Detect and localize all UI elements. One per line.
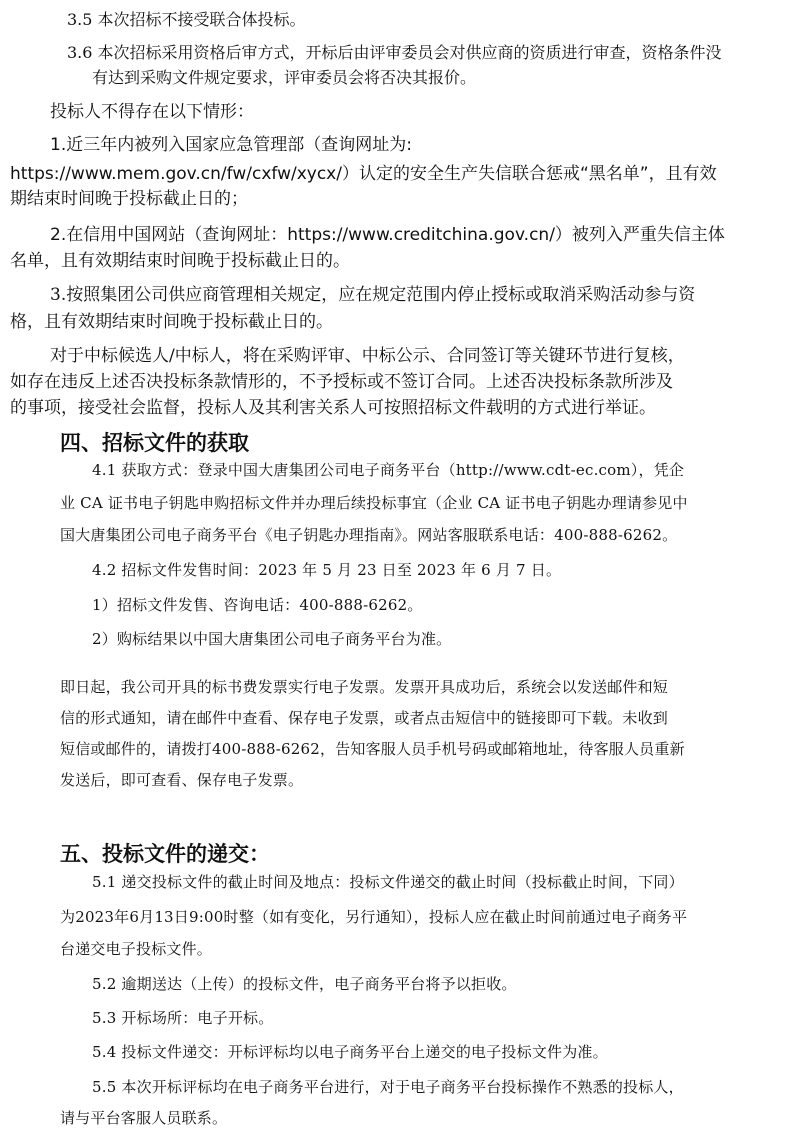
invoice-notice-line3: 短信或邮件的，请拨打400-888-6262，告知客服人员手机号码或邮箱地址，待客服人员重新	[60, 740, 685, 758]
clause-5-1-line2: 为2023年6月13日9:00时整（如有变化，另行通知），投标人应在截止时间前通过电子商务平	[60, 908, 688, 926]
exclusion-intro: 投标人不得存在以下情形：	[50, 102, 254, 122]
clause-4-1-line3: 国大唐集团公司电子商务平台《电子钥匙办理指南》。网站客服联系电话：400-888-6262。	[60, 526, 678, 544]
clause-5-5-line1: 5.5 本次开标评标均在电子商务平台进行，对于电子商务平台投标操作不熟悉的投标人，	[92, 1078, 684, 1096]
invoice-notice-line1: 即日起，我公司开具的标书费发票实行电子发票。发票开具成功后，系统会以发送邮件和短	[60, 678, 669, 696]
invoice-notice-line2: 信的形式通知，请在邮件中查看、保存电子发票，或者点击短信中的链接即可下载。未收到	[60, 709, 669, 727]
exclusion-2-line2: 名单，且有效期结束时间晚于投标截止日的。	[10, 251, 350, 271]
exclusion-3-line2: 格，且有效期结束时间晚于投标截止日的。	[10, 312, 333, 332]
clause-5-1-line3: 台递交电子投标文件。	[60, 940, 213, 958]
clause-3-6-line1: 3.6 本次招标采用资格后审方式，开标后由评审委员会对供应商的资质进行审查，资格条件没	[67, 43, 722, 62]
section-4-heading: 四、招标文件的获取	[60, 431, 249, 455]
clause-4-2: 4.2 招标文件发售时间：2023 年 5 月 23 日至 2023 年 6 月 7 日。	[92, 561, 562, 579]
clause-5-1-line1: 5.1 递交投标文件的截止时间及地点：投标文件递交的截止时间（投标截止时间，下同）	[92, 873, 684, 891]
clause-4-1-line2: 业 CA 证书电子钥匙申购招标文件并办理后续投标事宜（企业 CA 证书电子钥匙办理请参见中	[60, 494, 688, 512]
exclusion-1-line2: https://www.mem.gov.cn/fw/cxfw/xycx/）认定的安全生产失信联合惩戒“黑名单”，且有效	[10, 164, 717, 184]
review-para-line1: 对于中标候选人/中标人，将在采购评审、中标公示、合同签订等关键环节进行复核，	[50, 346, 685, 366]
review-para-line3: 的事项，接受社会监督，投标人及其利害关系人可按照招标文件载明的方式进行举证。	[10, 398, 656, 418]
exclusion-1-line3: 期结束时间晚于投标截止日的；	[10, 189, 248, 209]
clause-4-2-item2: 2）购标结果以中国大唐集团公司电子商务平台为准。	[92, 630, 452, 648]
clause-5-2: 5.2 逾期送达（上传）的投标文件，电子商务平台将予以拒收。	[92, 975, 517, 993]
review-para-line2: 如存在违反上述否决投标条款情形的，不予授标或不签订合同。上述否决投标条款所涉及	[10, 372, 673, 392]
clause-4-1-line1: 4.1 获取方式：登录中国大唐集团公司电子商务平台（http://www.cdt-ec.com），凭企	[92, 461, 685, 479]
section-5-heading: 五、投标文件的递交：	[60, 842, 270, 866]
clause-5-5-line2: 请与平台客服人员联系。	[60, 1109, 228, 1127]
clause-5-3: 5.3 开标场所：电子开标。	[92, 1009, 274, 1027]
exclusion-3-line1: 3.按照集团公司供应商管理相关规定，应在规定范围内停止授标或取消采购活动参与资	[50, 285, 696, 305]
clause-4-2-item1: 1）招标文件发售、咨询电话：400-888-6262。	[92, 596, 423, 614]
exclusion-2-line1: 2.在信用中国网站（查询网址：https://www.creditchina.gov.cn/）被列入严重失信主体	[50, 225, 725, 245]
clause-3-5: 3.5 本次招标不接受联合体投标。	[67, 10, 306, 29]
clause-5-4: 5.4 投标文件递交：开标评标均以电子商务平台上递交的电子投标文件为准。	[92, 1043, 608, 1061]
exclusion-1-line1: 1.近三年内被列入国家应急管理部（查询网址为:	[50, 135, 412, 155]
clause-3-6-line2: 有达到采购文件规定要求，评审委员会将否决其报价。	[92, 68, 477, 87]
invoice-notice-line4: 发送后，即可查看、保存电子发票。	[60, 771, 304, 789]
